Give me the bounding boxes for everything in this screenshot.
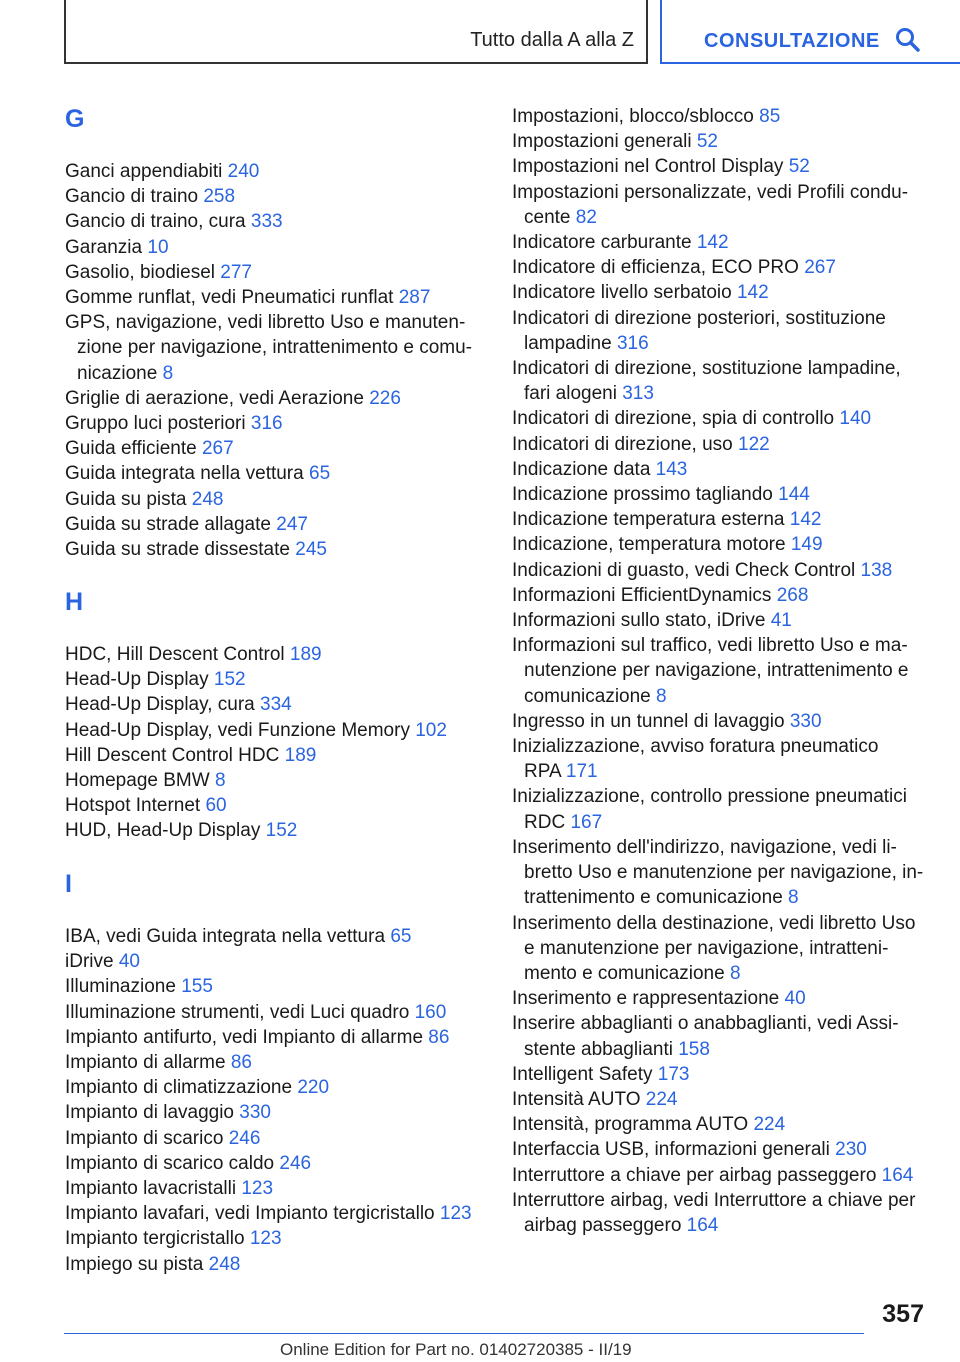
page-link[interactable]: 8 xyxy=(729,962,741,984)
page-link[interactable]: 189 xyxy=(284,744,317,766)
page-link[interactable]: 333 xyxy=(250,211,283,233)
index-entry xyxy=(65,667,447,692)
index-entry xyxy=(65,184,472,209)
index-entry-text: fari alogeni xyxy=(524,383,617,405)
page-link[interactable]: 248 xyxy=(208,1253,241,1275)
index-entry xyxy=(512,129,923,154)
page-link[interactable]: 86 xyxy=(230,1052,252,1074)
page-link[interactable]: 123 xyxy=(249,1228,282,1250)
index-entry xyxy=(512,1137,923,1162)
index-entry-text: Gruppo luci posteriori xyxy=(65,413,246,435)
index-entry-text: Inserire abbaglianti o anabbaglianti, vedi Assi- xyxy=(512,1013,899,1035)
index-entry-text: Impostazioni, blocco/sblocco xyxy=(512,106,754,127)
index-entry-text: Gasolio, biodiesel xyxy=(65,261,215,283)
page-link[interactable]: 245 xyxy=(295,539,327,561)
index-entry xyxy=(512,482,923,507)
page-link[interactable]: 164 xyxy=(881,1164,914,1186)
index-entry xyxy=(65,743,447,768)
index-entry-text: Impianto antifurto, vedi Impianto di allarme xyxy=(65,1026,424,1048)
index-entry xyxy=(512,1011,923,1061)
index-entry xyxy=(65,159,472,184)
index-entry xyxy=(65,260,472,285)
page-link[interactable]: 224 xyxy=(645,1088,678,1110)
index-entry-text: Indicazione temperatura esterna xyxy=(512,509,785,531)
page-link[interactable]: 230 xyxy=(835,1139,867,1161)
index-entry xyxy=(512,583,923,608)
index-entry xyxy=(512,608,923,633)
index-entry-text: Informazioni sul traffico, vedi libretto Uso e ma- xyxy=(512,635,908,657)
index-entry xyxy=(65,1126,472,1151)
index-entry xyxy=(65,1000,472,1025)
page-link[interactable]: 164 xyxy=(686,1214,719,1236)
index-entry-text: IBA, vedi Guida integrata nella vettura xyxy=(65,926,386,947)
index-entry xyxy=(65,949,472,974)
index-entry-text: Gancio di traino, cura xyxy=(65,211,246,233)
index-entry-text: Head-Up Display, vedi Funzione Memory xyxy=(65,719,410,741)
page-link[interactable]: 8 xyxy=(214,770,226,792)
index-entry-text: Indicazioni di guasto, vedi Check Control xyxy=(512,559,856,581)
index-entry-text: Inserimento dell'indirizzo, navigazione, vedi li- xyxy=(512,836,897,858)
index-entry xyxy=(65,793,447,818)
index-entry-text: Inizializzazione, controllo pressione pneumatici xyxy=(512,786,907,808)
index-entry-text: nutenzione per navigazione, intrattenimento e xyxy=(524,660,909,682)
page-link[interactable]: 277 xyxy=(220,261,252,283)
index-entry xyxy=(512,280,923,305)
index-entry xyxy=(65,1201,472,1226)
index-entry xyxy=(512,1163,923,1188)
right-entries xyxy=(512,104,923,1238)
edition-text: Online Edition for Part no. 01402720385 - II/19 xyxy=(280,1340,632,1359)
index-entry-text: zione per navigazione, intrattenimento e comu- xyxy=(77,337,473,359)
page-link[interactable]: 152 xyxy=(265,820,298,842)
index-entry-text: comunicazione xyxy=(524,685,651,707)
page-link[interactable]: 334 xyxy=(260,694,292,716)
index-entry-text: bretto Uso e manutenzione per navigazione, in- xyxy=(524,862,924,884)
index-entry-text: trattenimento e comunicazione xyxy=(524,887,783,909)
index-entry-text: GPS, navigazione, vedi libretto Uso e manuten- xyxy=(65,312,466,334)
index-entry-text: Impianto di lavaggio xyxy=(65,1102,234,1124)
section-entries xyxy=(65,924,472,1277)
index-entry xyxy=(65,436,472,461)
index-entry xyxy=(512,784,923,834)
index-entry-text: Homepage BMW xyxy=(65,770,210,792)
index-entry xyxy=(65,487,472,512)
index-entry-text: Inserimento della destinazione, vedi libretto Uso xyxy=(512,912,916,934)
section-entries xyxy=(65,159,472,562)
index-entry xyxy=(512,835,923,911)
index-entry-text: Indicatori di direzione, sostituzione lampadine, xyxy=(512,358,901,380)
section-letter: I xyxy=(65,870,72,898)
index-entry xyxy=(512,104,923,129)
page-link[interactable]: 149 xyxy=(790,534,823,556)
page-link[interactable]: 220 xyxy=(297,1077,330,1099)
page-link[interactable]: 10 xyxy=(147,236,169,258)
page-link[interactable]: 268 xyxy=(776,584,809,606)
index-entry-text: Guida integrata nella vettura xyxy=(65,463,304,485)
index-entry xyxy=(65,1075,472,1100)
index-entry-text: Griglie di aerazione, vedi Aerazione xyxy=(65,387,364,409)
index-entry-text: Informazioni EfficientDynamics xyxy=(512,584,772,606)
index-entry xyxy=(65,209,472,234)
page-link[interactable]: 330 xyxy=(789,710,822,732)
index-entry-text: Interfaccia USB, informazioni generali xyxy=(512,1139,830,1161)
index-entry xyxy=(512,986,923,1011)
index-entry xyxy=(65,386,472,411)
page-link[interactable]: 142 xyxy=(789,509,822,531)
page-link[interactable]: 142 xyxy=(696,232,729,254)
page-link[interactable]: 267 xyxy=(201,438,234,460)
index-entry xyxy=(512,457,923,482)
header-title-box xyxy=(64,0,648,64)
index-entry-text: Impiego su pista xyxy=(65,1253,204,1275)
index-entry xyxy=(65,1100,472,1125)
page-link[interactable]: 224 xyxy=(753,1114,786,1136)
index-entry xyxy=(65,411,472,436)
page-link[interactable]: 65 xyxy=(309,463,331,485)
index-entry xyxy=(65,768,447,793)
page-link[interactable]: 316 xyxy=(616,332,649,354)
index-entry xyxy=(65,818,447,843)
consultazione-label[interactable]: CONSULTAZIONE xyxy=(704,30,880,52)
page-link[interactable]: 52 xyxy=(788,156,810,178)
page-link[interactable]: 8 xyxy=(788,887,799,909)
index-entry xyxy=(65,537,472,562)
index-entry-text: Impostazioni nel Control Display xyxy=(512,156,784,178)
index-entry xyxy=(65,642,447,667)
index-entry-text: Impostazioni generali xyxy=(512,131,692,153)
index-entry-text: Gomme runflat, vedi Pneumatici runflat xyxy=(65,287,394,309)
page-link[interactable]: 158 xyxy=(678,1038,710,1060)
section-letter: G xyxy=(65,105,85,133)
footer-divider xyxy=(64,1333,864,1334)
index-entry-text: Indicatori di direzione, uso xyxy=(512,433,733,455)
page-link[interactable]: 267 xyxy=(804,257,836,279)
page-link[interactable]: 122 xyxy=(738,433,770,455)
index-entry-text: Guida su strade allagate xyxy=(65,513,271,535)
index-entry xyxy=(65,1151,472,1176)
page-link[interactable]: 247 xyxy=(276,513,308,535)
index-entry xyxy=(65,310,472,386)
page-link[interactable]: 123 xyxy=(241,1178,274,1200)
index-entry-text: Garanzia xyxy=(65,236,143,258)
page-link[interactable]: 142 xyxy=(736,282,769,304)
index-entry-text: cente xyxy=(524,206,571,228)
index-entry-text: Indicatori di direzione posteriori, sostituzione xyxy=(512,307,886,329)
index-entry-text: Indicazione data xyxy=(512,458,651,480)
page-link[interactable]: 8 xyxy=(656,685,667,707)
page-link[interactable]: 226 xyxy=(369,387,401,409)
index-entry-text: HUD, Head-Up Display xyxy=(65,820,261,842)
index-entry-text: Guida su pista xyxy=(65,488,187,510)
page-link[interactable]: 40 xyxy=(784,988,806,1010)
index-entry-text: Head-Up Display, cura xyxy=(65,694,255,716)
page-link[interactable]: 102 xyxy=(415,719,447,741)
page-link[interactable]: 152 xyxy=(213,669,246,691)
index-entry-text: Illuminazione strumenti, vedi Luci quadro xyxy=(65,1001,410,1023)
page-link[interactable]: 248 xyxy=(191,488,224,510)
index-entry xyxy=(65,235,472,260)
page-link[interactable]: 85 xyxy=(759,106,781,127)
page-link[interactable]: 140 xyxy=(839,408,872,430)
page-link[interactable]: 246 xyxy=(279,1152,312,1174)
index-entry-text: Hill Descent Control HDC xyxy=(65,744,280,766)
index-entry-text: Intensità AUTO xyxy=(512,1088,641,1110)
index-entry xyxy=(65,974,472,999)
index-entry-text: Impianto lavafari, vedi Impianto tergicristallo xyxy=(65,1203,435,1225)
index-entry xyxy=(512,230,923,255)
index-entry xyxy=(512,1112,923,1137)
index-entry xyxy=(512,356,923,406)
page-link[interactable]: 143 xyxy=(655,458,688,480)
page-link[interactable]: 313 xyxy=(622,383,654,405)
index-entry-text: Impianto di allarme xyxy=(65,1052,226,1074)
page-link[interactable]: 82 xyxy=(575,206,597,228)
section-entries xyxy=(65,642,447,844)
index-entry xyxy=(65,1050,472,1075)
index-entry-text: Impianto tergicristallo xyxy=(65,1228,245,1250)
index-entry-text: Impianto di scarico xyxy=(65,1127,224,1149)
page-link[interactable]: 160 xyxy=(414,1001,447,1023)
index-entry-text: Informazioni sullo stato, iDrive xyxy=(512,610,766,632)
index-entry-text: Intensità, programma AUTO xyxy=(512,1114,749,1136)
page-number: 357 xyxy=(882,1300,924,1328)
index-entry xyxy=(512,1188,923,1238)
index-entry-text: Indicazione prossimo tagliando xyxy=(512,484,773,506)
index-entry-text: Guida su strade dissestate xyxy=(65,539,290,561)
index-entry xyxy=(65,718,447,743)
page-link[interactable]: 155 xyxy=(181,976,213,998)
page-link[interactable]: 173 xyxy=(657,1063,690,1085)
index-entry-text: Impianto di scarico caldo xyxy=(65,1152,275,1174)
index-entry xyxy=(512,532,923,557)
page-link[interactable]: 138 xyxy=(860,559,893,581)
index-entry-text: Impostazioni personalizzate, vedi Profili condu- xyxy=(512,181,909,203)
index-entry-text: Interruttore airbag, vedi Interruttore a chiave per xyxy=(512,1189,916,1211)
index-entry-text: Intelligent Safety xyxy=(512,1063,653,1085)
index-entry xyxy=(512,709,923,734)
page-link[interactable]: 40 xyxy=(118,951,140,973)
index-entry xyxy=(65,285,472,310)
page-link[interactable]: 60 xyxy=(205,795,227,817)
page-link[interactable]: 240 xyxy=(227,161,260,182)
index-entry xyxy=(65,1226,472,1251)
index-entry-text: Indicatori di direzione, spia di controllo xyxy=(512,408,835,430)
page-link[interactable]: 144 xyxy=(778,484,810,506)
index-entry xyxy=(65,692,447,717)
index-entry xyxy=(65,461,472,486)
index-entry xyxy=(512,633,923,709)
page-link[interactable]: 246 xyxy=(228,1127,261,1149)
index-entry-text: Illuminazione xyxy=(65,976,176,998)
index-entry xyxy=(512,306,923,356)
index-entry xyxy=(65,924,472,949)
index-entry xyxy=(512,1087,923,1112)
index-entry-text: RDC xyxy=(524,811,566,833)
index-entry xyxy=(65,512,472,537)
index-entry-text: airbag passeggero xyxy=(524,1214,682,1236)
index-entry xyxy=(512,734,923,784)
index-entry-text: Ganci appendiabiti xyxy=(65,161,223,182)
index-entry-text: e manutenzione per navigazione, intratteni- xyxy=(524,937,889,959)
index-entry xyxy=(512,911,923,987)
index-entry xyxy=(512,432,923,457)
index-entry-text: Ingresso in un tunnel di lavaggio xyxy=(512,710,785,732)
index-entry xyxy=(512,406,923,431)
index-entry-text: Impianto lavacristalli xyxy=(65,1178,237,1200)
index-entry xyxy=(512,255,923,280)
index-entry-text: iDrive xyxy=(65,951,114,973)
section-letter: H xyxy=(65,588,84,616)
index-entry-text: Inserimento e rappresentazione xyxy=(512,988,780,1010)
page-link[interactable]: 330 xyxy=(239,1102,271,1124)
page-link[interactable]: 316 xyxy=(250,413,283,435)
index-entry-text: Indicazione, temperatura motore xyxy=(512,534,786,556)
search-icon[interactable] xyxy=(894,26,922,54)
index-entry xyxy=(512,1062,923,1087)
index-entry-text: Hotspot Internet xyxy=(65,795,201,817)
index-entry-text: RPA xyxy=(524,761,561,783)
index-entry xyxy=(65,1252,472,1277)
index-entry xyxy=(512,154,923,179)
index-entry-text: Interruttore a chiave per airbag passeggero xyxy=(512,1164,877,1186)
page-link[interactable]: 41 xyxy=(770,610,792,632)
index-entry-text: Indicatore di efficienza, ECO PRO xyxy=(512,257,799,279)
index-entry-text: Impianto di climatizzazione xyxy=(65,1077,293,1099)
header-title: Tutto dalla A alla Z xyxy=(470,29,634,51)
index-entry-text: Inizializzazione, avviso foratura pneumatico xyxy=(512,736,879,758)
page-link[interactable]: 86 xyxy=(428,1026,450,1048)
index-entry-text: lampadine xyxy=(524,332,612,354)
index-entry-text: stente abbaglianti xyxy=(524,1038,673,1060)
page-link[interactable]: 258 xyxy=(203,186,236,208)
page-link[interactable]: 123 xyxy=(439,1203,472,1225)
page-link[interactable]: 65 xyxy=(390,926,412,947)
page-link[interactable]: 287 xyxy=(398,287,431,309)
index-entry-text: nicazione xyxy=(77,362,158,384)
index-entry-text: Guida efficiente xyxy=(65,438,197,460)
page-link[interactable]: 52 xyxy=(696,131,718,153)
page-link[interactable]: 8 xyxy=(162,362,174,384)
index-entry xyxy=(512,180,923,230)
index-entry-text: HDC, Hill Descent Control xyxy=(65,644,285,665)
index-entry xyxy=(512,558,923,583)
index-entry-text: Indicatore livello serbatoio xyxy=(512,282,732,304)
index-entry-text: Head-Up Display xyxy=(65,669,209,691)
page-link[interactable]: 167 xyxy=(570,811,603,833)
page-link[interactable]: 171 xyxy=(565,761,598,783)
index-entry xyxy=(65,1176,472,1201)
index-entry-text: Indicatore carburante xyxy=(512,232,692,254)
index-entry-text: Gancio di traino xyxy=(65,186,199,208)
index-entry-text: mento e comunicazione xyxy=(524,962,725,984)
index-entry xyxy=(512,507,923,532)
index-entry xyxy=(65,1025,472,1050)
consultazione-tab[interactable] xyxy=(660,0,960,64)
page-link[interactable]: 189 xyxy=(289,644,322,665)
